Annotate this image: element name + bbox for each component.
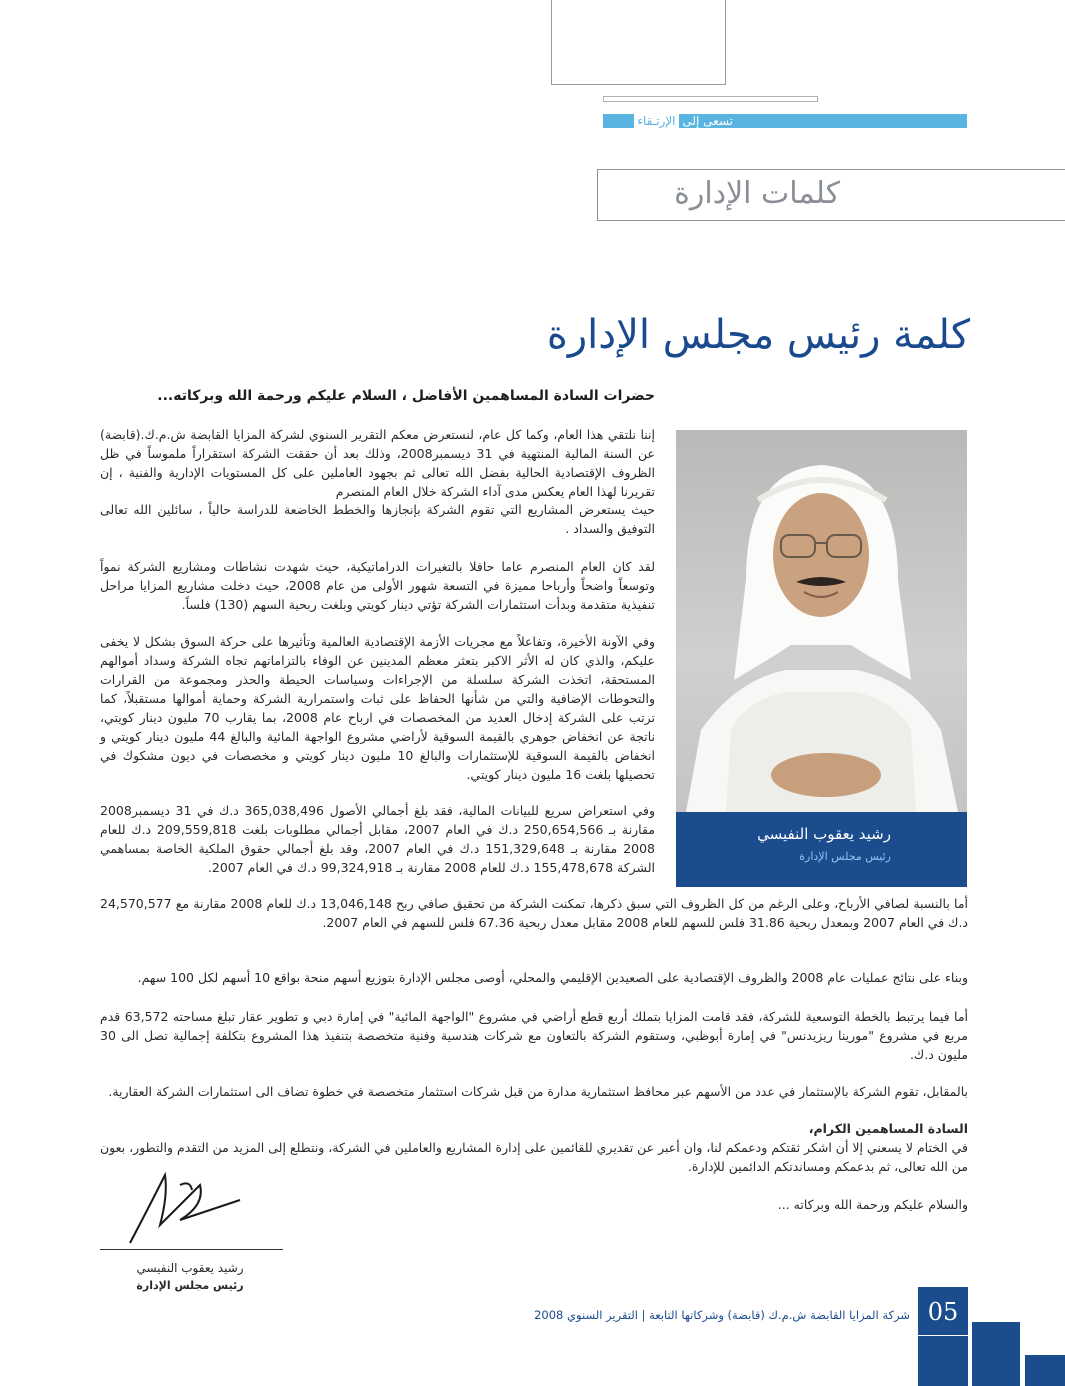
photo-caption-role: رئيس مجلس الإدارة [799, 850, 891, 863]
tagline-prefix: تسعى إلى [682, 114, 733, 128]
header-decor-box [551, 0, 726, 85]
paragraph-intro: إننا نلتقي هذا العام، وكما كل عام، لنستعرض معكم التقرير السنوي لشركة المزايا القابضة ش.م.ك.(قابضة) عن السنة المالية المنتهية في 31 ديسمبر2008، وذلك بعد أن حققت الشركة استقراراً ملموساً في ظل الظروف الإقتصادية الحالية بفضل الله تعالى ثم بجهود العاملين على كل المستويات الإدارية والفنية ، إن تقريرنا لهذا العام يعكس مدى آداء الشركة خلال العام المنصرم [100, 427, 655, 499]
footer-decor-block [1025, 1355, 1065, 1386]
header-decor-line [603, 96, 818, 102]
paragraph-crisis: وفي الآونة الأخيرة، وتفاعلاً مع مجريات الأزمة الإقتصادية العالمية وتأثيرها على حركة السوق بشكل لا يخفى عليكم، والذي كان له الأثر الاكبر بتعثر معظم المدينين عن الوفاء بالتزاماتهم تجاه الشركة وسداد أموالهم المستحقة، اتخذت الشركة سلسلة من الإجراءات وسياسات الحيطة والحذر ومجموعة من القرارات والتحوطات الإضافية والتي من شأنها الحفاظ على ثبات واستمرارية الشركة وحماية أموالها مستقبلاً، كما ترتب على الشركة إدخال العديد من المخصصات في ارباح عام 2008، بما يقارب 70 مليون دينار كويتي، ناتجة عن انخفاض جوهري بالقيمة السوقية لأراضي مشروع الواجهة المائية والبالغ 44 مليون دينار كويتي و انخفاض بالقيمة السوقية للإستثمارات والبالغ 10 مليون دينار كويتي و مخصصات في ديون مشكوك في تحصيلها بلغت 16 مليون دينار كويتي. [100, 634, 655, 782]
footer-decor-block [918, 1336, 968, 1386]
footer-text: شركة المزايا القابضة ش.م.ك (قابضة) وشركاتها التابعة | التقرير السنوي 2008 [534, 1308, 910, 1322]
signature-line [100, 1249, 283, 1250]
paragraph-intro-cont: حيث يستعرض المشاريع التي تقوم الشركة بإنجازها والخطط الخاضعة للدراسة حالياً ، سائلين الله تعالى التوفيق والسداد . [100, 502, 655, 536]
paragraph-financials: وفي استعراض سريع للبيانات المالية، فقد بلغ أجمالي الأصول 365,038,496 د.ك في 31 ديسمبر2008 مقارنة بـ 250,654,566 د.ك في العام 2007، مقابل أجمالي مطلوبات بلغت 209,559,818 د.ك للعام 2008 مقارنة بـ 151,329,648 د.ك في العام 2007، وقد بلغ أجمالي حقوق الملكية الخاصة بمساهمي الشركة 155,478,678 د.ك للعام 2008 مقارنة بـ 99,324,918 د.ك في العام 2007. [100, 803, 656, 875]
section-title: كلمات الإدارة [674, 176, 840, 211]
farewell: والسلام عليكم ورحمة الله وبركاته ... [777, 1197, 968, 1212]
page-title: كلمة رئيس مجلس الإدارة [546, 312, 970, 358]
footer-decor-block [972, 1322, 1020, 1386]
closing-heading: السادة المساهمين الكرام، [808, 1121, 968, 1136]
tagline-highlight: الإرتـقاء [634, 114, 678, 128]
paragraph-growth: لقد كان العام المنصرم عاما حافلا بالتغيرات الدراماتيكية، حيث شهدت نشاطات ومشاريع الشركة نمواً وتوسعاً واضحاً وأرباحا مميزة في التسعة شهور الأولى من عام 2008، حيث دخلت مشاريع المزايا مراحل تنفيذية متقدمة وبدأت استثمارات الشركة تؤتي دينار كويتي وبلغت ربحية السهم (130) فلساً. [100, 559, 655, 612]
greeting: حضرات السادة المساهمين الأفاضل ، السلام عليكم ورحمة الله وبركاته... [157, 388, 655, 404]
signature-role: رئيس مجلس الإدارة [136, 1279, 244, 1292]
page-number: 05 [927, 1298, 959, 1326]
photo-caption-name: رشيد يعقوب النفيسي [757, 825, 891, 843]
signature-mark [120, 1165, 250, 1250]
paragraph-closing: في الختام لا يسعني إلا أن اشكر ثقتكم ودعمكم لنا، وان أعبر عن تقديري للقائمين على إدارة المشاريع والعاملين في الشركة، ونتطلع إلى المزيد من التقدم والتطور، بعون من الله تعالى، ثم بدعمكم ومساندتكم الدائمين للإدارة. [100, 1140, 968, 1174]
tagline [603, 112, 733, 130]
paragraph-investments: بالمقابل، تقوم الشركة بالإستثمار في عدد من الأسهم عبر محافظ استثمارية مدارة من قبل شركات استثمار متخصصة في خطوة تضاف الى استثمارات الشركة العقارية. [108, 1084, 968, 1099]
chairman-portrait [676, 430, 967, 812]
paragraph-bonus-shares: وبناء على نتائج عمليات عام 2008 والظروف الإقتصادية على الصعيدين الإقليمي والمحلي، أوصى مجلس الإدارة بتوزيع أسهم منحة بواقع 10 أسهم لكل 100 سهم. [137, 970, 968, 985]
paragraph-net-profit: أما بالنسبة لصافي الأرباح، وعلى الرغم من كل الظروف التي سبق ذكرها، تمكنت الشركة من تحقيق صافي ربح 13,046,148 د.ك للعام 2008 مقارنة مع 24,570,577 د.ك في العام 2007 وبمعدل ربحية 31.86 فلس للسهم للعام 2008 مقابل معدل ربحية 67.36 فلس للسهم في العام 2007. [100, 896, 968, 930]
chairman-photo [676, 430, 967, 812]
paragraph-expansion: أما فيما يرتبط بالخطة التوسعية للشركة، فقد قامت المزايا بتملك أربع قطع أراضي في مشروع "الواجهة المائية" في إمارة دبي و تطوير عقار تبلغ مساحته 63,572 قدم مربع في مشروع "مورينا ريزيدنس" في إمارة أبوظبي، وستقوم الشركة بالتعاون مع شركات هندسية وفنية متخصصة بتنفيذ هذا المشروع بتكلفة إجمالية تصل الى 30 مليون د.ك. [100, 1009, 968, 1062]
signature-name: رشيد يعقوب النفيسي [136, 1261, 244, 1275]
